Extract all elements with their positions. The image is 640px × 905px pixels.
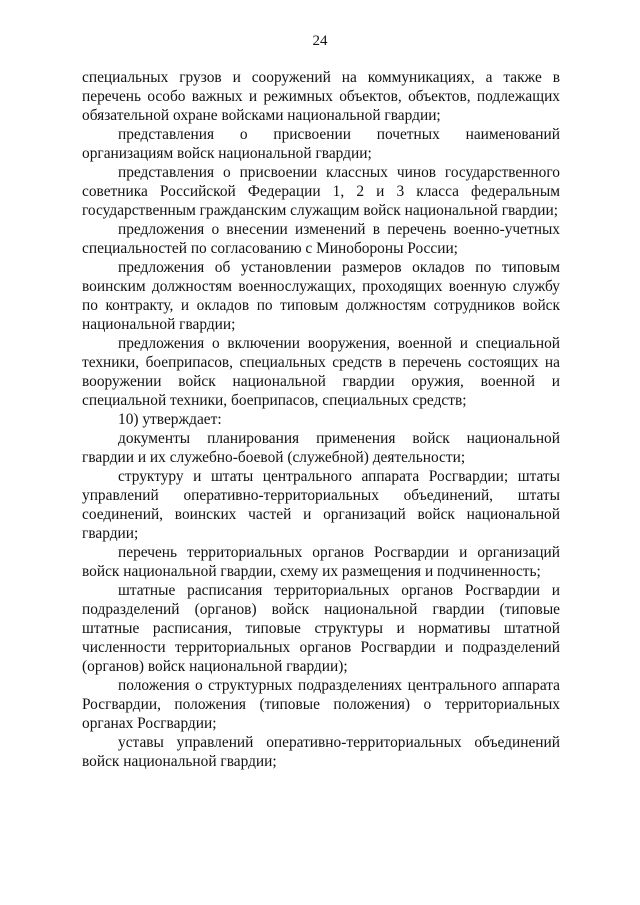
page-number: 24 bbox=[312, 33, 328, 49]
paragraph-weapons: предложения о включении вооружения, военной и специальной техники, боеприпасов, специальных средств в перечень состоящих на вооружении войск национальной гвардии оружия, военной и специальной техники, боеприпасов, специальных средств; bbox=[82, 335, 560, 409]
paragraph-structure-staff: структуру и штаты центрального аппарата Росгвардии; штаты управлений оперативно-территориальных объединений, штаты соединений, воинских частей и организаций войск национальной гвардии; bbox=[82, 468, 560, 542]
paragraph-honorary-names: представления о присвоении почетных наименований организациям войск национальной гвардии; bbox=[82, 126, 560, 162]
paragraph-territorial-list: перечень территориальных органов Росгвардии и организаций войск национальной гвардии, схему их размещения и подчиненность; bbox=[82, 544, 560, 580]
paragraph-continuation: специальных грузов и сооружений на коммуникациях, а также в перечень особо важных и режимных объектов, объектов, подлежащих обязательной охране войсками национальной гвардии; bbox=[82, 69, 560, 124]
paragraph-staff-schedules: штатные расписания территориальных органов Росгвардии и подразделений (органов) войск национальной гвардии (типовые штатные расписания, типовые структуры и нормативы штатной численности территориальных органов Росгвардии и подразделений (органов) войск национальной гвардии); bbox=[82, 582, 560, 675]
paragraph-military-specialties: предложения о внесении изменений в перечень военно-учетных специальностей по согласованию с Минобороны России; bbox=[82, 221, 560, 257]
paragraph-charters: уставы управлений оперативно-территориальных объединений войск национальной гвардии; bbox=[82, 734, 560, 770]
paragraph-approves-heading: 10) утверждает: bbox=[118, 411, 222, 428]
paragraph-salaries: предложения об установлении размеров окладов по типовым воинским должностям военнослужащих, проходящих военную службу по контракту, и окладов по типовым должностям сотрудников войск национальной гвардии; bbox=[82, 259, 560, 333]
paragraph-regulations: положения о структурных подразделениях центрального аппарата Росгвардии, положения (типовые положения) о территориальных органах Росгвардии; bbox=[82, 677, 560, 732]
paragraph-class-ranks: представления о присвоении классных чинов государственного советника Российской Федерации 1, 2 и 3 класса федеральным государственным гражданским служащим войск национальной гвардии; bbox=[82, 164, 560, 219]
document-body bbox=[82, 68, 560, 771]
paragraph-planning-documents: документы планирования применения войск национальной гвардии и их служебно-боевой (служебной) деятельности; bbox=[82, 430, 560, 466]
